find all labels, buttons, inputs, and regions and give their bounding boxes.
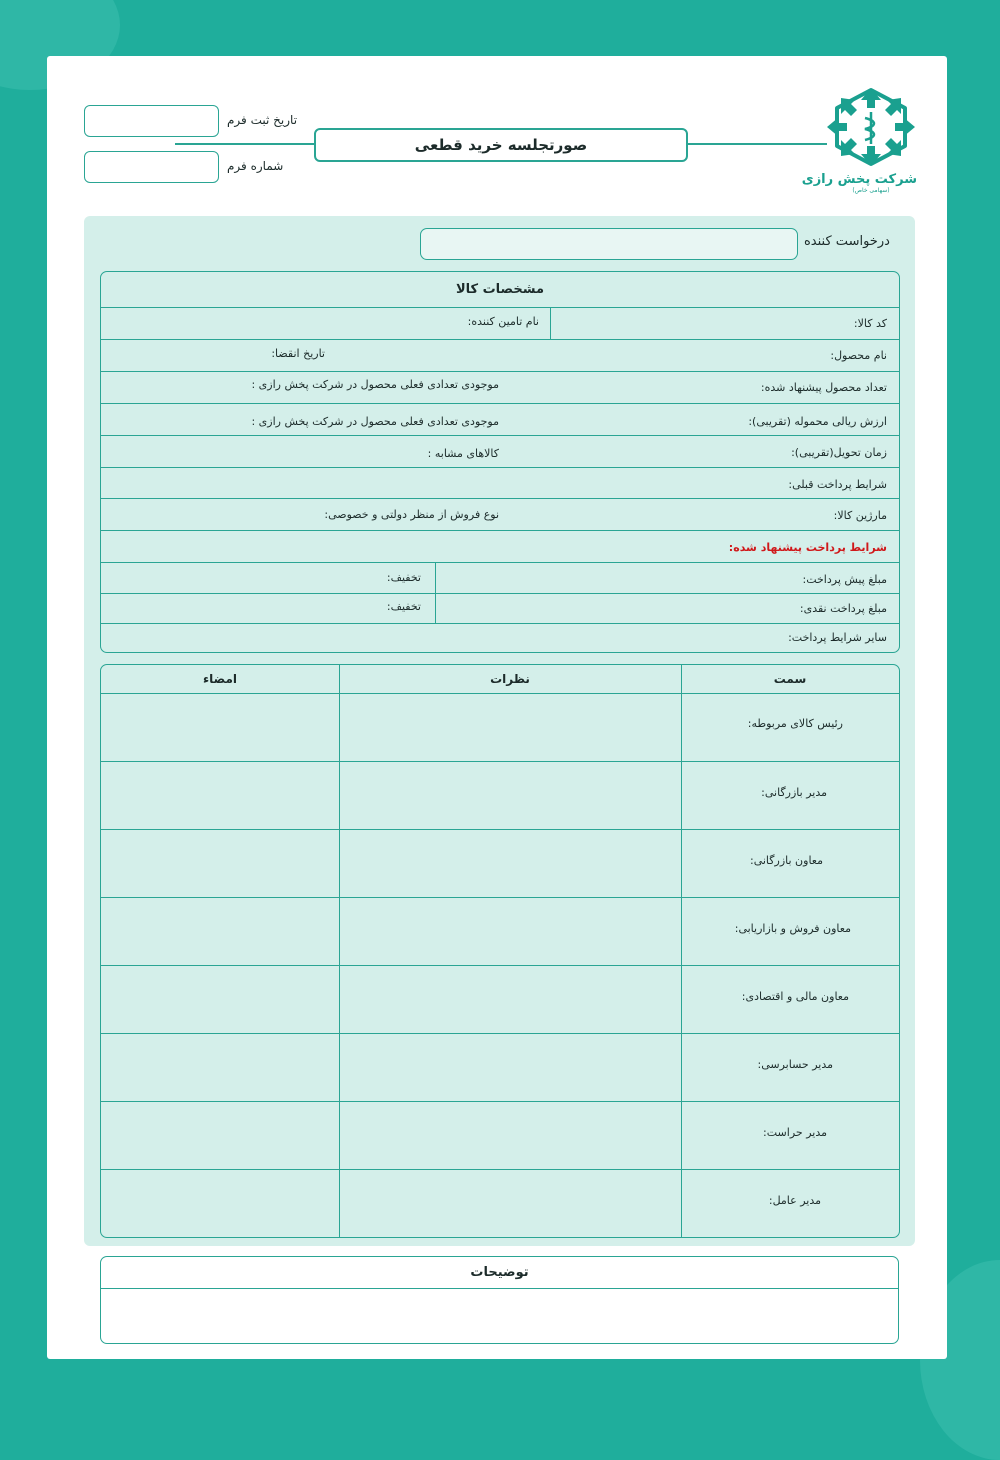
company-logo (801, 86, 917, 206)
requester-label: درخواست کننده (804, 234, 890, 249)
approval-row (101, 694, 899, 762)
col-signature-header: امضاء (202, 672, 237, 686)
title-rule (175, 143, 315, 145)
col-position-header: سمت (773, 672, 807, 686)
arrows-hexagon-caduceus-icon (825, 86, 917, 168)
sale-type-label: نوع فروش از منظر دولتی و خصوصی: (324, 508, 499, 521)
position-label: مدیر حسابرسی: (757, 1058, 833, 1071)
spec-row (101, 499, 899, 531)
cell-divider (550, 308, 551, 339)
spec-row (101, 308, 899, 340)
form-number-input[interactable] (84, 151, 219, 183)
approval-header-row (101, 665, 899, 694)
product-code-label: کد کالا: (853, 317, 887, 330)
expiry-date-label: تاریخ انقضا: (271, 347, 325, 360)
spec-row (101, 404, 899, 436)
spec-row (101, 531, 899, 563)
discount-label: تخفیف: (386, 571, 421, 584)
spec-row (101, 372, 899, 404)
title-rule (684, 143, 827, 145)
proposed-qty-label: تعداد محصول پیشنهاد شده: (760, 381, 887, 394)
approval-row (101, 898, 899, 966)
discount-label: تخفیف: (386, 600, 421, 613)
notes-input-area[interactable] (101, 1289, 898, 1343)
similar-goods-label: کالاهای مشابه : (427, 447, 499, 460)
cash-payment-label: مبلغ پرداخت نقدی: (799, 602, 887, 615)
position-label: معاون مالی و اقتصادی: (741, 990, 849, 1003)
approval-row (101, 1170, 899, 1236)
approval-row (101, 1034, 899, 1102)
col-comments-header: نظرات (490, 672, 530, 686)
approval-table (100, 664, 900, 1238)
notes-heading: توضیحات (470, 1265, 529, 1280)
product-spec-table (100, 271, 900, 653)
position-label: معاون فروش و بازاریابی: (734, 922, 851, 935)
spec-row (101, 594, 899, 624)
position-label: معاون بازرگانی: (750, 854, 823, 867)
spec-row (101, 436, 899, 468)
approval-row (101, 830, 899, 898)
proposed-payment-label: شرایط پرداخت پیشنهاد شده: (728, 541, 887, 554)
supplier-name-label: نام تامین کننده: (467, 315, 539, 328)
spec-heading-row (101, 272, 899, 308)
cell-divider (435, 594, 436, 623)
other-terms-label: سایر شرایط پرداخت: (788, 631, 887, 644)
position-label: مدیر عامل: (768, 1194, 821, 1207)
notes-box (100, 1256, 899, 1344)
notes-heading-row (101, 1257, 898, 1289)
main-panel (84, 216, 915, 1246)
reg-date-input[interactable] (84, 105, 219, 137)
position-label: مدیر بازرگانی: (761, 786, 827, 799)
stock-label: موجودی تعدادی فعلی محصول در شرکت پخش رازی : (251, 378, 499, 391)
company-name: شرکت پخش رازی (801, 172, 917, 187)
cell-divider (435, 563, 436, 593)
spec-heading: مشخصات کالا (455, 282, 545, 297)
margin-label: مارژین کالا: (833, 509, 887, 522)
delivery-time-label: زمان تحویل(تقریبی): (791, 446, 887, 459)
product-name-label: نام محصول: (830, 349, 887, 362)
spec-row (101, 624, 899, 652)
form-sheet (47, 56, 947, 1359)
approval-row (101, 762, 899, 830)
position-label: مدیر حراست: (763, 1126, 827, 1139)
spec-row (101, 563, 899, 594)
position-label: رئیس کالای مربوطه: (747, 717, 843, 730)
spec-row (101, 340, 899, 372)
company-type: (سهامی خاص) (852, 187, 890, 194)
form-number-label: شماره فرم (227, 159, 284, 173)
prepayment-label: مبلغ پیش پرداخت: (802, 573, 887, 586)
stock-label: موجودی تعدادی فعلی محصول در شرکت پخش رازی : (251, 415, 499, 428)
approval-row (101, 1102, 899, 1170)
spec-row (101, 468, 899, 499)
form-title: صورتجلسه خرید قطعی (314, 128, 688, 162)
rial-value-label: ارزش ریالی محموله (تقریبی): (748, 415, 887, 428)
approval-row (101, 966, 899, 1034)
prev-payment-label: شرایط پرداخت قبلی: (788, 478, 887, 491)
requester-input[interactable] (420, 228, 798, 260)
reg-date-label: تاریخ ثبت فرم (227, 113, 298, 127)
